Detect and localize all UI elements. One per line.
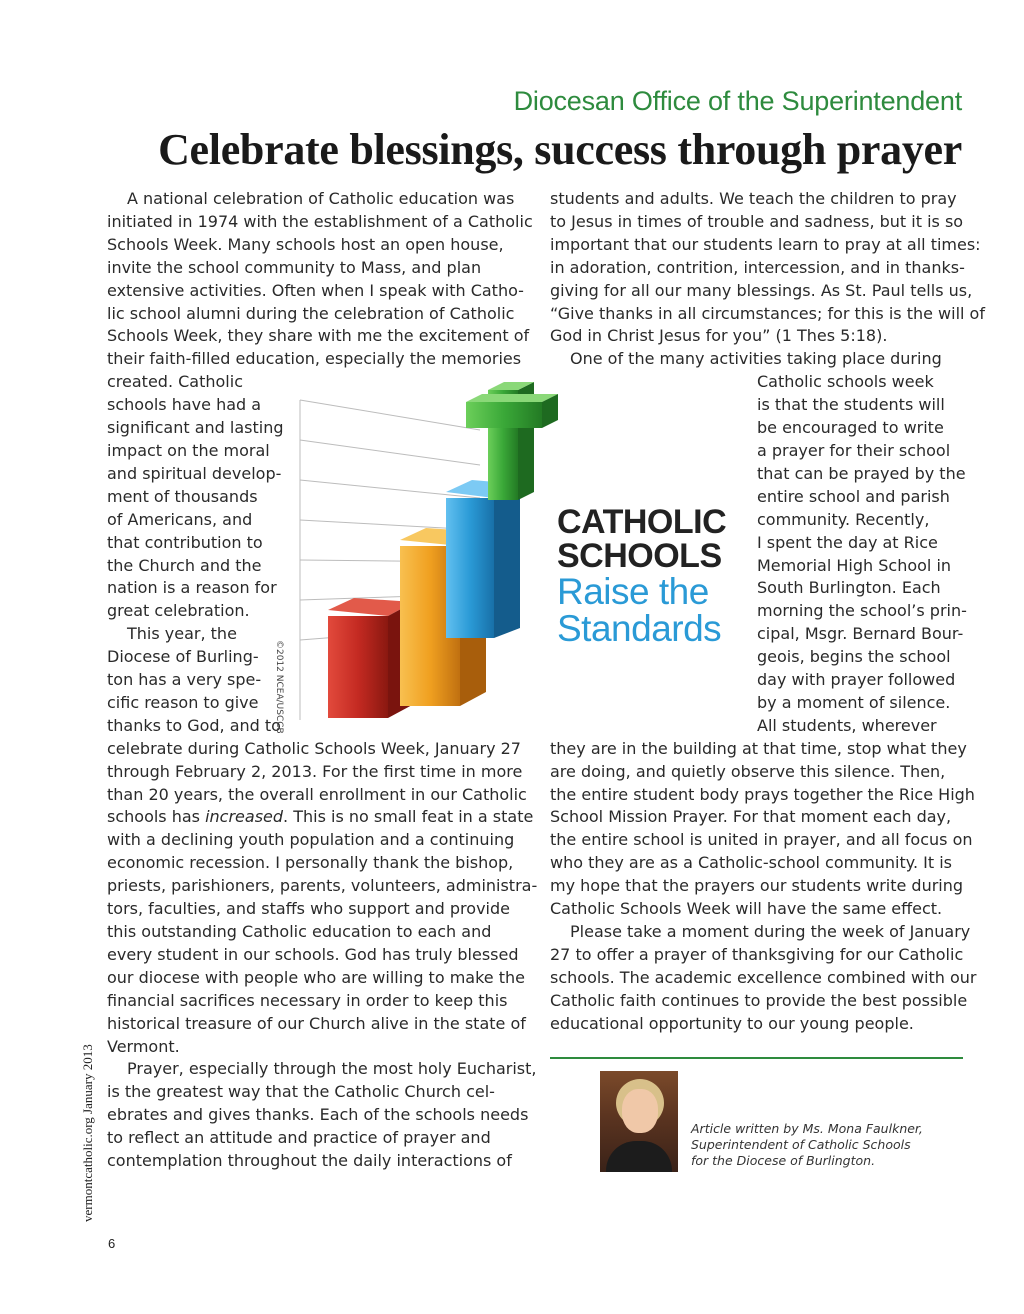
text-line: economic recession. I personally thank the bishop, <box>107 853 514 873</box>
text-line: community. Recently, <box>757 509 930 529</box>
text-line: Catholic Schools Week will have the same effect. <box>550 899 943 919</box>
text-line: significant and lasting <box>107 418 284 438</box>
text-line: our diocese with people who are willing to make the <box>107 967 525 987</box>
text-line: that contribution to <box>107 532 263 552</box>
text-line: by a moment of silence. <box>757 692 951 712</box>
text-line: students and adults. We teach the children to pray <box>550 189 957 208</box>
text-line: extensive activities. Often when I speak with Catho- <box>107 280 524 300</box>
text-line: in adoration, contrition, intercession, and in thanks- <box>550 257 965 277</box>
page-number: 6 <box>108 1236 116 1251</box>
text-line: cific reason to give <box>107 692 259 712</box>
text-line: entire school and parish <box>757 486 950 506</box>
text-line: the entire school is united in prayer, and all focus on <box>550 830 973 850</box>
text-line: to reflect an attitude and practice of prayer and <box>107 1128 491 1148</box>
byline-divider <box>550 1057 963 1059</box>
text-line: God in Christ Jesus for you” (1 Thes 5:18). <box>550 326 888 346</box>
text-line: impact on the moral <box>107 440 270 460</box>
text-line: All students, wherever <box>757 715 937 735</box>
text-line: morning the school’s prin- <box>757 601 967 621</box>
text-line: day with prayer followed <box>757 670 956 690</box>
logo-line-raise: Raise the <box>557 571 709 612</box>
text-line: they are in the building at that time, stop what they <box>550 738 967 758</box>
article-headline: Celebrate blessings, success through prayer <box>158 125 962 174</box>
text-line: ebrates and gives thanks. Each of the schools needs <box>107 1105 529 1125</box>
text-line: be encouraged to write <box>757 418 944 438</box>
text-line: Prayer, especially through the most holy Eucharist, <box>127 1059 537 1079</box>
byline-line: for the Diocese of Burlington. <box>691 1153 876 1168</box>
graphic-copyright: ©2012 NCEA/USCCB <box>274 640 284 734</box>
byline-line: Article written by Ms. Mona Faulkner, <box>691 1121 923 1136</box>
emphasis-increased: increased <box>205 807 284 827</box>
text-line: Diocese of Burling- <box>107 647 259 667</box>
text-line: “Give thanks in all circumstances; for this is the will of <box>550 303 985 323</box>
text-line: with a declining youth population and a continuing <box>107 830 515 850</box>
text-line: 27 to offer a prayer of thanksgiving for our Catholic <box>550 944 964 964</box>
text-line: initiated in 1974 with the establishment of a Catholic <box>107 211 533 231</box>
text-line: the entire student body prays together the Rice High <box>550 784 975 804</box>
text-line: Catholic faith continues to provide the best possible <box>550 990 968 1010</box>
text-line: are doing, and quietly observe this silence. Then, <box>550 761 946 781</box>
text-line: and spiritual develop- <box>107 463 282 483</box>
text-line: contemplation throughout the daily interactions of <box>107 1151 512 1171</box>
text-line: geois, begins the school <box>757 647 951 667</box>
text-line: Memorial High School in <box>757 555 952 575</box>
text-line: who they are as a Catholic-school community. It is <box>550 853 952 873</box>
text-line: Catholic schools week <box>757 372 934 392</box>
text-line: to Jesus in times of trouble and sadness, but it is so <box>550 211 964 231</box>
text-line: School Mission Prayer. For that moment each day, <box>550 807 952 827</box>
text-line: giving for all our many blessings. As St. Paul tells us, <box>550 280 973 300</box>
text-line: that can be prayed by the <box>757 463 966 483</box>
text-line: Vermont. <box>107 1036 180 1056</box>
text-line: educational opportunity to our young people. <box>550 1013 914 1033</box>
author-byline <box>691 1121 923 1169</box>
text-line: is the greatest way that the Catholic Church cel- <box>107 1082 495 1102</box>
text-line: invite the school community to Mass, and plan <box>107 257 482 277</box>
text-line: every student in our schools. God has truly blessed <box>107 944 519 964</box>
photo-body <box>606 1141 672 1172</box>
text-line: their faith-filled education, especially the memories <box>107 349 522 369</box>
logo-line-catholic: CATHOLIC <box>557 503 727 541</box>
text-run: . This is no small feat in a state <box>283 807 534 827</box>
text-line: nation is a reason for <box>107 578 277 598</box>
text-line <box>107 806 534 829</box>
publication-url-date: vermontcatholic.org January 2013 <box>80 1044 95 1222</box>
catholic-schools-logo <box>557 505 726 647</box>
text-line: historical treasure of our Church alive in the state of <box>107 1013 526 1033</box>
text-line: than 20 years, the overall enrollment in our Catholic <box>107 784 527 804</box>
text-line: schools. The academic excellence combined with our <box>550 967 977 987</box>
text-line: of Americans, and <box>107 509 253 529</box>
text-line: A national celebration of Catholic education was <box>127 189 515 208</box>
text-line: is that the students will <box>757 395 945 415</box>
text-line: celebrate during Catholic Schools Week, January 27 <box>107 738 521 758</box>
byline-line: Superintendent of Catholic Schools <box>691 1137 911 1152</box>
text-line: my hope that the prayers our students write during <box>550 876 964 896</box>
bar-blue <box>446 480 520 638</box>
text-line: the Church and the <box>107 555 262 575</box>
text-line: ment of thousands <box>107 486 258 506</box>
text-line: Schools Week, they share with me the excitement of <box>107 326 530 346</box>
text-line: cipal, Msgr. Bernard Bour- <box>757 624 964 644</box>
text-line: ton has a very spe- <box>107 670 262 690</box>
text-line: Schools Week. Many schools host an open house, <box>107 234 504 254</box>
author-photo <box>600 1071 678 1172</box>
text-line: This year, the <box>127 624 237 644</box>
text-line: financial sacrifices necessary in order to keep this <box>107 990 508 1010</box>
text-line: through February 2, 2013. For the first time in more <box>107 761 523 781</box>
text-line: One of the many activities taking place during <box>570 349 942 369</box>
text-line: South Burlington. Each <box>757 578 941 598</box>
text-line: thanks to God, and to <box>107 715 281 735</box>
section-kicker: Diocesan Office of the Superintendent <box>513 86 962 116</box>
text-line: great celebration. <box>107 601 250 621</box>
text-line: tors, faculties, and staffs who support and provide <box>107 899 510 919</box>
text-line: Please take a moment during the week of January <box>570 922 971 941</box>
text-line: schools have had a <box>107 395 262 415</box>
text-line: this outstanding Catholic education to each and <box>107 922 492 941</box>
logo-line-standards: Standards <box>557 608 722 649</box>
text-line: priests, parishioners, parents, volunteers, administra- <box>107 876 538 896</box>
logo-line-schools: SCHOOLS <box>557 537 722 575</box>
text-line: lic school alumni during the celebration of Catholic <box>107 303 515 323</box>
text-line: a prayer for their school <box>757 440 951 460</box>
text-line: created. Catholic <box>107 372 243 392</box>
text-line: important that our students learn to pray at all times: <box>550 234 981 254</box>
text-run: schools has <box>107 807 206 827</box>
photo-face <box>622 1089 658 1133</box>
text-line: I spent the day at Rice <box>757 532 938 552</box>
